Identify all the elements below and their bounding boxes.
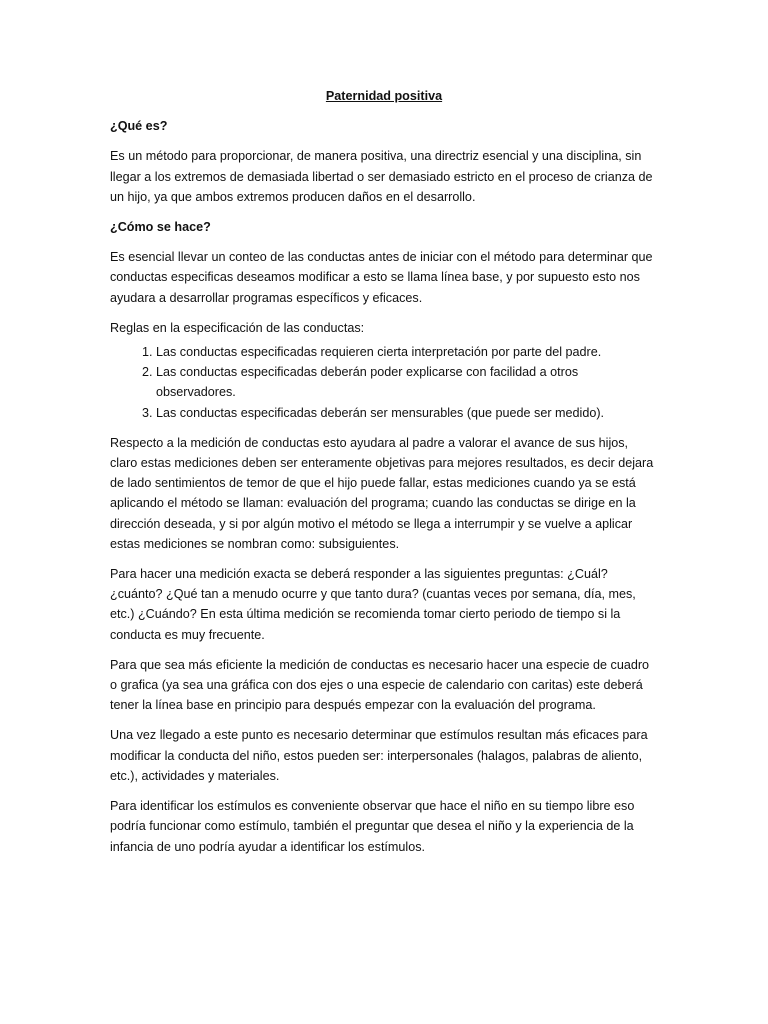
paragraph-grafica: Para que sea más eficiente la medición de conductas es necesario hacer una especie de cuadro o grafica (ya sea una gráfica con dos ejes o una especie de calendario con caritas) este deberá tener la línea base en principio para después empezar con la evaluación del programa. <box>110 657 650 713</box>
paragraph-medicion: Respecto a la medición de conductas esto ayudara al padre a valorar el avance de sus hijos, claro estas mediciones deben ser enteramente objetivas para mejores resultados, es decir dejara de lado sentimientos de temor de que el hijo puede fallar, estas mediciones cuando ya se está aplicando el método se llaman: evaluación del programa; cuando las conductas se dirige en la dirección deseada, y si por algún motivo el método se llega a interrumpir y se vuelve a aplicar estas mediciones se nombran como: subsiguientes. <box>110 435 654 551</box>
section-heading-que-es: ¿Qué es? <box>110 119 168 134</box>
document-body <box>110 86 658 867</box>
paragraph-que-es: Es un método para proporcionar, de manera positiva, una directriz esencial y una disciplina, sin llegar a los extremos de demasiada libertad o ser demasiado estricto en el proceso de crianza de un hijo, ya que ambos extremos producen daños en el desarrollo. <box>110 149 653 204</box>
paragraph-preguntas: Para hacer una medición exacta se deberá responder a las siguientes preguntas: ¿Cuál? ¿cuánto? ¿Qué tan a menudo ocurre y que tanto dura? (cuantas veces por semana, día, mes, etc.) ¿Cuándo? En esta última medición se recomienda tomar cierto periodo de tiempo si la conducta es muy frecuente. <box>110 567 636 642</box>
rule-item: 3. Las conductas especificadas deberán ser mensurables (que puede ser medido). <box>156 403 658 423</box>
document-title: Paternidad positiva <box>325 89 443 103</box>
rules-list <box>110 342 658 423</box>
paragraph-identificar: Para identificar los estímulos es conveniente observar que hace el niño en su tiempo libre eso podría funcionar como estímulo, también el preguntar que desea el niño y la experiencia de la infancia de uno podría ayudar a identificar los estímulos. <box>110 799 635 854</box>
section-heading-como-se-hace: ¿Cómo se hace? <box>110 220 211 235</box>
rule-item: 1. Las conductas especificadas requieren cierta interpretación por parte del padre. <box>156 342 658 362</box>
paragraph-estimulos: Una vez llegado a este punto es necesario determinar que estímulos resultan más eficaces para modificar la conducta del niño, estos pueden ser: interpersonales (halagos, palabras de aliento, etc.), actividades y materiales. <box>110 728 648 783</box>
paragraph-como-se-hace: Es esencial llevar un conteo de las conductas antes de iniciar con el método para determinar que conductas especificas deseamos modificar a esto se llama línea base, y por supuesto esto nos ayudara a desarrollar programas específicos y eficaces. <box>110 250 653 305</box>
rules-intro: Reglas en la especificación de las conductas: <box>110 320 365 335</box>
rule-item: 2. Las conductas especificadas deberán poder explicarse con facilidad a otros observadores. <box>156 362 658 402</box>
